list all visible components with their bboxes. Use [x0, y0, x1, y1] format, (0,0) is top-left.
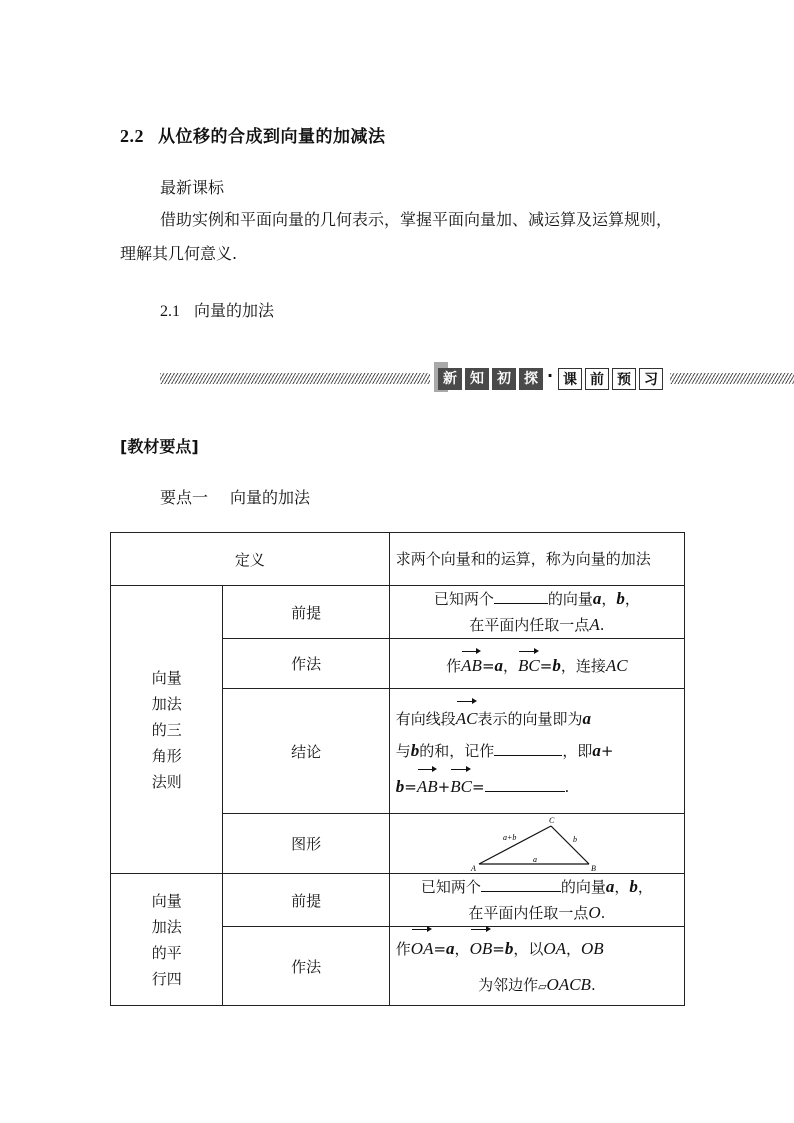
banner-tile: 习 [639, 368, 663, 390]
definition-text: 求两个向量和的运算，称为向量的加法 [389, 533, 684, 586]
banner-tile: 预 [612, 368, 636, 390]
conclusion-label: 结论 [223, 689, 389, 814]
banner-tile: 探 [519, 368, 543, 390]
definition-label: 定义 [111, 533, 390, 586]
table-row [111, 586, 685, 639]
triangle-method: 作AB=a，BC=b，连接AC [389, 639, 684, 689]
materials-heading: [教材要点] [120, 437, 199, 456]
banner-tile: 新 [438, 368, 462, 390]
vector-addition-table [110, 532, 685, 1006]
subsection-number: 2.1 [160, 303, 180, 320]
banner-tile: 初 [492, 368, 516, 390]
subsection-title [160, 298, 274, 321]
method-label: 作法 [223, 927, 389, 1006]
parallelogram-rule-label: 向量加法的平行四 [111, 874, 223, 1006]
side-b-label: b [572, 834, 577, 844]
standard-heading: 最新课标 [160, 178, 225, 197]
triangle-premise: 已知两个 的向量a，b， 在平面内任取一点A. [389, 586, 684, 639]
banner-hatch-left [160, 373, 430, 384]
triangle-rule-label: 向量加法的三角形法则 [111, 586, 223, 874]
triangle-diagram [467, 816, 607, 872]
side-ab-label: a+b [502, 832, 517, 842]
banner-hatch-right [670, 373, 794, 384]
key-point-title: 向量的加法 [230, 488, 311, 507]
key-point-label: 要点一 [160, 488, 209, 507]
premise-label: 前提 [223, 586, 389, 639]
subsection-title-text: 向量的加法 [194, 301, 275, 320]
table-row [111, 533, 685, 586]
vertex-a-label: A [470, 863, 476, 872]
vertex-b-label: B [590, 863, 596, 872]
table-row [111, 874, 685, 927]
banner-tile: 前 [585, 368, 609, 390]
triangle-conclusion: 有向线段AC表示的向量即为a 与b的和，记作 ，即a+ b=AB+BC= . [389, 689, 684, 814]
key-point-heading [160, 485, 310, 508]
section-number: 2.2 [120, 126, 144, 146]
parallelogram-premise: 已知两个 的向量a，b， 在平面内任取一点O. [389, 874, 684, 927]
banner-separator: · [547, 366, 554, 385]
section-title [120, 122, 386, 147]
standard-text: 借助实例和平面向量的几何表示，掌握平面向量加、减运算及运算规则，理解其几何意义. [120, 210, 673, 263]
side-a-label: a [532, 854, 537, 864]
section-title-text: 从位移的合成到向量的加减法 [158, 127, 386, 147]
banner-tile: 课 [558, 368, 582, 390]
figure-label: 图形 [223, 814, 389, 874]
triangle-figure [389, 814, 684, 874]
banner-tile: 知 [465, 368, 489, 390]
section-banner [160, 362, 794, 392]
vertex-c-label: C [548, 815, 555, 825]
method-label: 作法 [223, 639, 389, 689]
parallelogram-method: 作OA=a，OB=b，以OA，OB 为邻边作▱OACB. [389, 927, 684, 1006]
premise-label: 前提 [223, 874, 389, 927]
